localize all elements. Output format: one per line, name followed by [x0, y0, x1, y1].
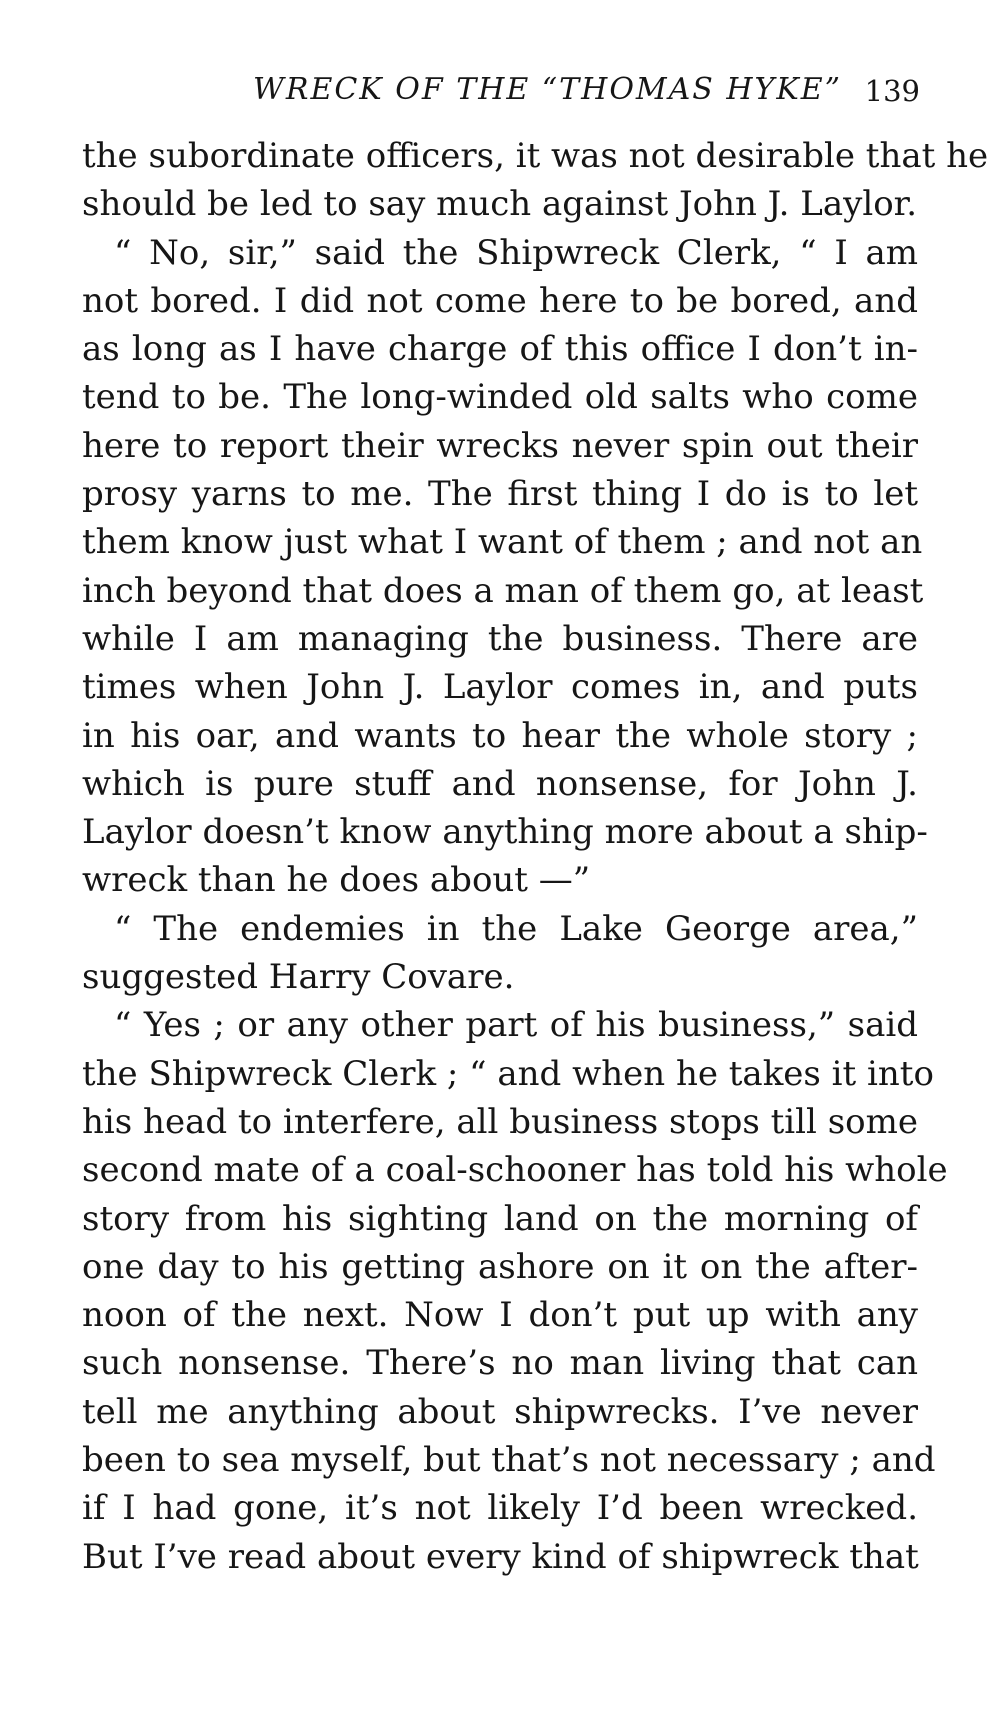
text-line: here to report their wrecks never spin out their — [82, 425, 918, 466]
text-line: prosy yarns to me. The first thing I do is to let — [82, 474, 918, 515]
body-text — [82, 132, 989, 1581]
running-title: WRECK OF THE “THOMAS HYKE” — [253, 72, 842, 107]
text-line: suggested Harry Covare. — [82, 957, 515, 998]
text-line: But I’ve read about every kind of shipwreck that — [82, 1536, 919, 1577]
text-line: the subordinate officers, it was not desirable that he — [82, 136, 989, 176]
running-header — [160, 72, 920, 112]
text-line: second mate of a coal-schooner has told his whole — [82, 1150, 948, 1191]
text-line: tell me anything about shipwrecks. I’ve never — [82, 1391, 918, 1432]
text-line: inch beyond that does a man of them go, at least — [82, 570, 924, 611]
page-number: 139 — [864, 74, 920, 108]
text-line: wreck than he does about —” — [82, 860, 591, 901]
text-line: the Shipwreck Clerk ; “ and when he takes it into — [82, 1053, 934, 1094]
text-line: tend to be. The long-winded old salts who come — [82, 377, 918, 418]
text-line: should be led to say much against John J. Laylor. — [82, 184, 918, 225]
text-line: “ No, sir,” said the Shipwreck Clerk, “ I am — [114, 232, 918, 273]
text-line: “ Yes ; or any other part of his business,” said — [114, 1005, 918, 1046]
text-line: while I am managing the business. There are — [82, 618, 918, 659]
text-line: in his oar, and wants to hear the whole story ; — [82, 715, 918, 756]
text-line: them know just what I want of them ; and not an — [82, 522, 923, 563]
text-line: if I had gone, it’s not likely I’d been wrecked. — [82, 1488, 918, 1529]
text-line: times when John J. Laylor comes in, and puts — [82, 667, 918, 708]
text-line: been to sea myself, but that’s not necessary ; and — [82, 1440, 936, 1481]
text-line: story from his sighting land on the morning of — [82, 1198, 918, 1239]
text-line: which is pure stuff and nonsense, for John J. — [82, 763, 918, 804]
text-line: as long as I have charge of this office I don’t in- — [82, 329, 918, 370]
text-line: not bored. I did not come here to be bored, and — [82, 280, 918, 321]
text-line: his head to interfere, all business stops till some — [82, 1101, 918, 1142]
text-line: one day to his getting ashore on it on the after- — [82, 1246, 918, 1287]
text-line: noon of the next. Now I don’t put up with any — [82, 1295, 918, 1336]
text-line: “ The endemies in the Lake George area,” — [114, 908, 918, 949]
text-line: Laylor doesn’t know anything more about a ship- — [82, 812, 928, 853]
text-line: such nonsense. There’s no man living that can — [82, 1343, 918, 1384]
